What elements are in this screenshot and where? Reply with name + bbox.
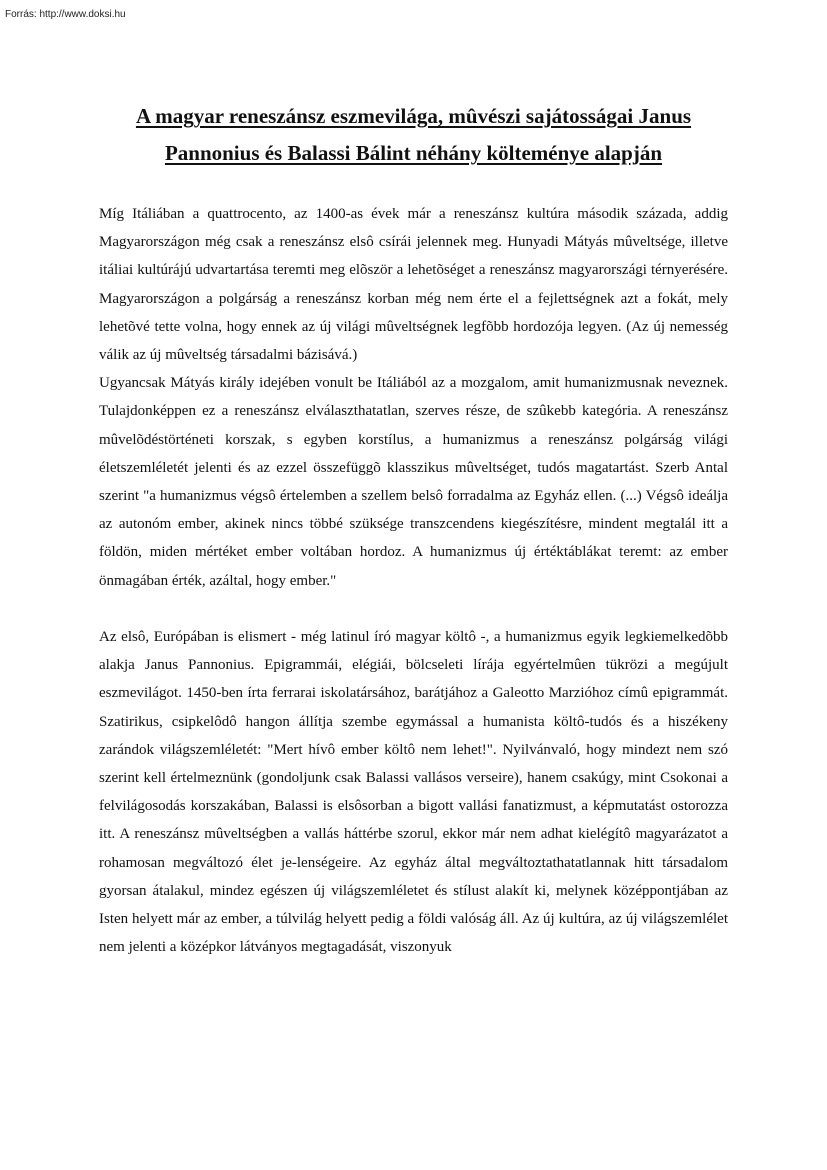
document-body	[99, 200, 728, 961]
paragraph-3: Az elsô, Európában is elismert - még latinul író magyar költô -, a humanizmus egyik legkiemelkedõbb alakja Janus Pannonius. Epigrammái, elégiái, bölcseleti lírája egyértelmûen tükrözi a megújult eszmevilágot. 1450-ben írta ferrarai iskolatársához, barátjához a Galeotto Marzióhoz címû epigrammát. Szatirikus, csipkelôdô hangon állítja szembe egymással a humanista költô-tudós és a hiszékeny zarándok világszemléletét: "Mert hívô ember költô nem lehet!". Nyilvánvaló, hogy mindezt nem szó szerint kell értelmeznünk (gondoljunk csak Balassi vallásos verseire), hanem csakúgy, mint Csokonai a felvilágosodás korszakában, Balassi is elsôsorban a bigott vallási fanatizmust, a képmutatást ostorozza itt. A reneszánsz mûveltségben a vallás háttérbe szorul, ekkor már nem adhat kielégítô magyarázatot a rohamosan megváltozó élet je-lenségeire. Az egyház által megváltoztathatatlannak hitt társadalom gyorsan átalakul, mindez egészen új világszemléletet és stílust alakít ki, melynek középpontjában az Isten helyett már az ember, a túlvilág helyett pedig a földi valóság áll. Az új kultúra, az új világszemlélet nem jelenti a középkor látványos megtagadását, viszonyuk	[99, 629, 728, 956]
paragraph-2: Ugyancsak Mátyás király idejében vonult be Itáliából az a mozgalom, amit humanizmusnak neveznek. Tulajdonképpen ez a reneszánsz elválaszthatatlan, szerves része, de szûkebb kategória. A reneszánsz mûvelõdéstörténeti korszak, s egyben korstílus, a humanizmus a reneszánsz polgárság világi életszemléletét jelenti és az ezzel összefüggõ klasszikus mûveltséget, tudós magatartást. Szerb Antal szerint "a humanizmus végsô értelemben a szellem belsô forradalma az Egyház ellen. (...) Végsô ideálja az autonóm ember, akinek nincs többé szüksége transzcendens kiegészítésre, mindent megtalál itt a földön, miden mértéket ember voltában hordoz. A humanizmus új értéktáblákat teremt: az ember önmagában érték, azáltal, hogy ember."	[99, 375, 728, 589]
document-title: A magyar reneszánsz eszmevilága, mûvészi sajátosságai Janus Pannonius és Balassi Bálint néhány költeménye alapján	[135, 104, 692, 165]
paragraph-gap	[99, 595, 728, 623]
source-note: Forrás: http://www.doksi.hu	[5, 9, 126, 20]
paragraph-1: Míg Itáliában a quattrocento, az 1400-as évek már a reneszánsz kultúra második százada, addig Magyarországon még csak a reneszánsz elsô csírái jelennek meg. Hunyadi Mátyás mûveltsége, illetve itáliai kultúrájú udvartartása teremti meg elõször a lehetõséget a reneszánsz magyarországi térnyerésére. Magyarországon a polgárság a reneszánsz korban még nem érte el a fejlettségnek azt a fokát, mely lehetõvé tette volna, hogy ennek az új világi mûveltségnek legfõbb hordozója legyen. (Az új nemesség válik az új mûveltség társadalmi bázisává.)	[99, 206, 728, 364]
